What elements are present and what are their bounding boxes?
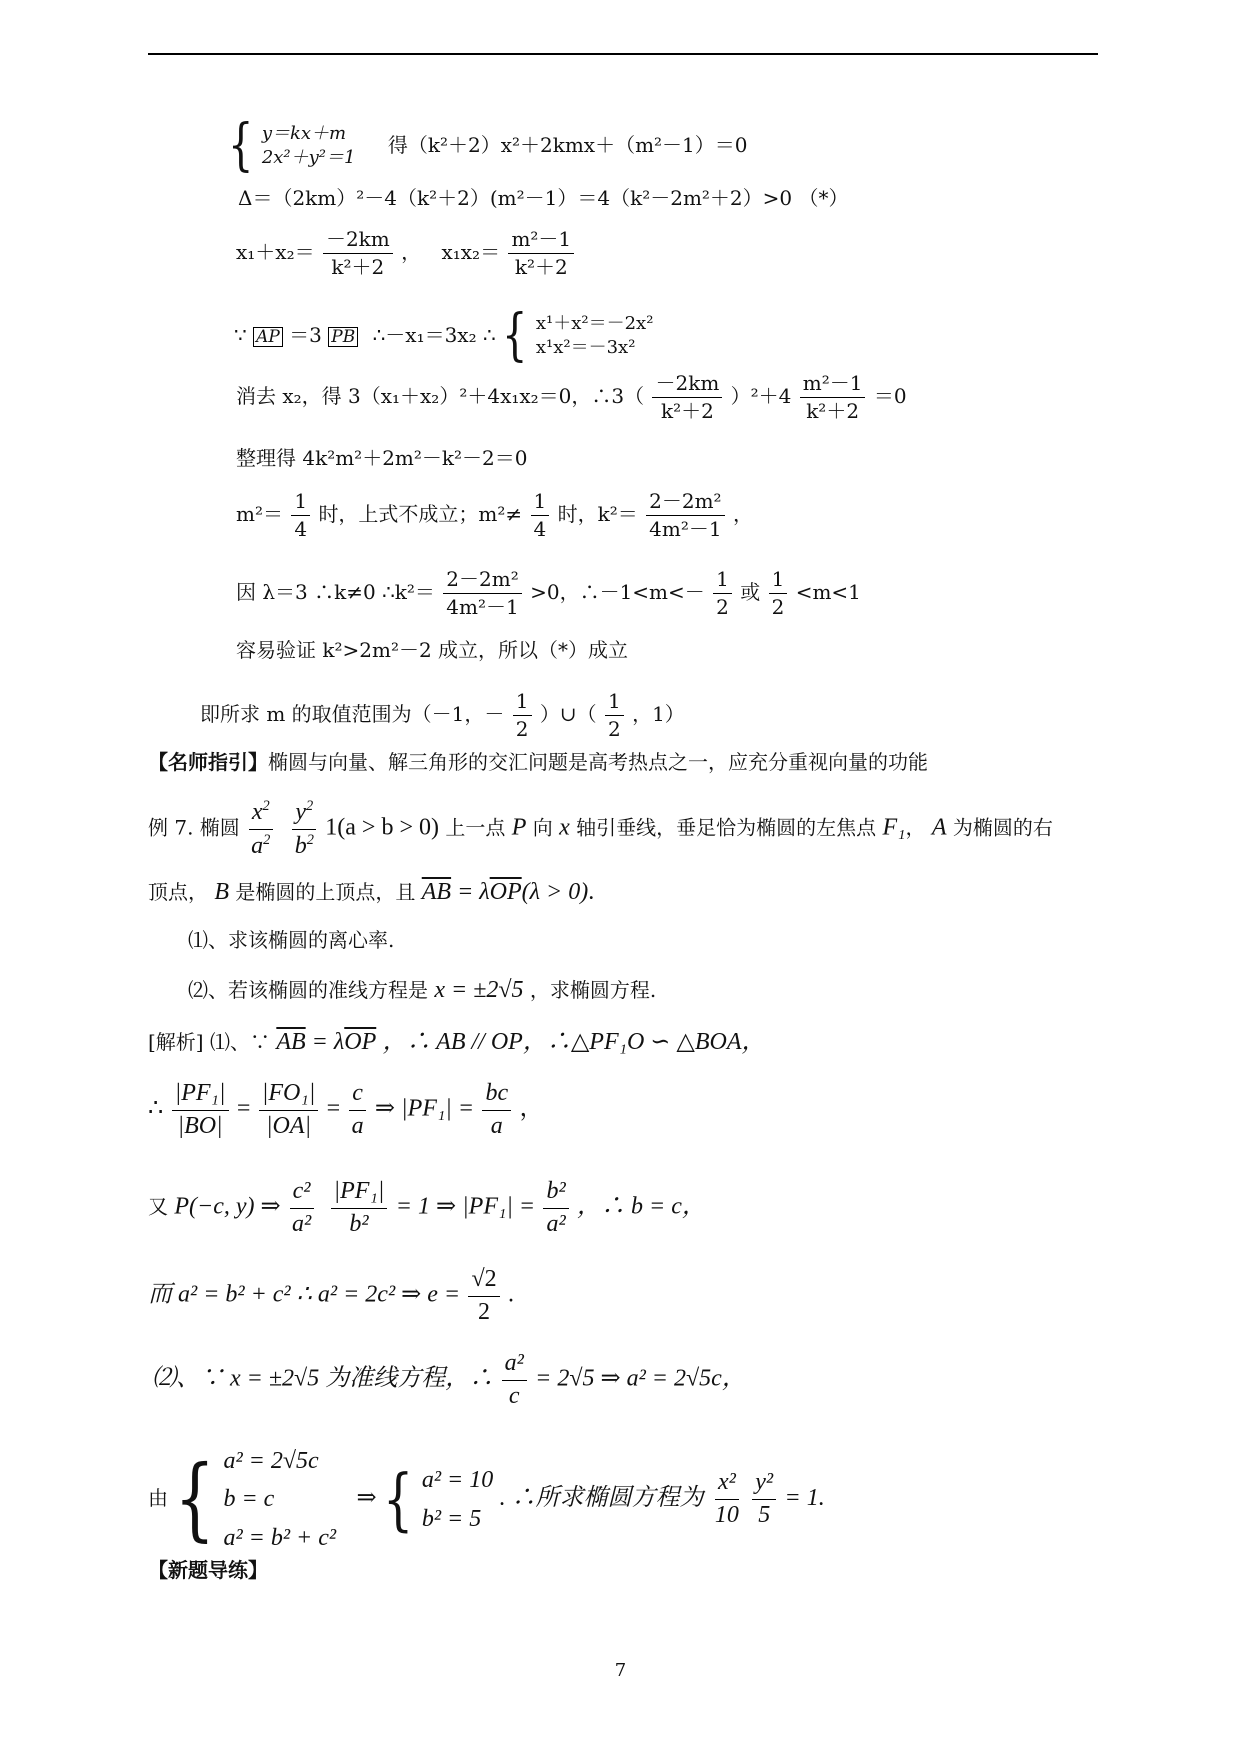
simplify-line: 整理得 4k²m²＋2m²－k²－2＝0 bbox=[236, 446, 528, 470]
lam-c: 或 bbox=[740, 580, 761, 604]
delta-line: Δ＝（2km）²－4（k²＋2）(m²－1）＝4（k²－2m²＋2）>0 （*） bbox=[238, 186, 849, 210]
ex-text-5: 为椭圆的右 bbox=[952, 815, 1053, 840]
elim-end: ＝0 bbox=[873, 384, 907, 408]
comma: ， bbox=[732, 502, 753, 526]
frac-a2: a² bbox=[291, 1210, 312, 1237]
solution-label: [解析] bbox=[148, 1030, 204, 1054]
half-den: 2 bbox=[716, 595, 729, 619]
focus-f1: F₁ bbox=[882, 814, 906, 841]
ratio-pf1: |PF₁| bbox=[172, 1080, 229, 1111]
separator: ， bbox=[401, 240, 422, 264]
elim-text: 消去 x₂，得 3（x₁＋x₂）²＋4x₁x₂＝0，∴3（ bbox=[236, 384, 645, 408]
frac-a2-den: a² bbox=[546, 1210, 566, 1237]
again-line bbox=[148, 1178, 706, 1238]
s2-a: ⑵、∵ x = ±2√5 为准线方程，∴ bbox=[152, 1365, 494, 1392]
left-brace: { bbox=[228, 114, 254, 179]
brace-3: { bbox=[174, 1447, 216, 1552]
again-a: 又 bbox=[148, 1194, 168, 1219]
tip-text: 椭圆与向量、解三角形的交汇问题是高考热点之一，应充分重视向量的功能 bbox=[268, 750, 928, 774]
period: . bbox=[588, 879, 595, 905]
frac-b2: b² bbox=[349, 1210, 369, 1237]
s1-c: ，∴ AB // OP，∴△PF₁O ∽ △BOA， bbox=[382, 1029, 766, 1055]
s2-b: = 2√5 ⇒ a² = 2√5c， bbox=[535, 1365, 746, 1392]
quarter-den-2: 4 bbox=[533, 517, 547, 541]
q2-directrix: x = ±2√5 bbox=[434, 977, 524, 1003]
from-label: 由 bbox=[148, 1486, 168, 1511]
sum-num: －2km bbox=[323, 228, 393, 254]
system-line bbox=[228, 114, 748, 179]
question-2 bbox=[188, 978, 656, 1002]
verify-line: 容易验证 k²>2m²－2 成立，所以（*）成立 bbox=[236, 638, 629, 662]
lam-a: 因 λ＝3 ∴k≠0 ∴k²＝ bbox=[236, 580, 435, 604]
part2-line bbox=[152, 1350, 746, 1410]
system2-eq-2: x¹x²＝－3x² bbox=[535, 337, 636, 359]
range-c: ，1） bbox=[632, 702, 685, 726]
again-c: ，∴ b = c， bbox=[577, 1193, 706, 1220]
two: 2 bbox=[478, 1298, 491, 1325]
q2-a: ⑵、若该椭圆的准线方程是 bbox=[188, 978, 428, 1002]
vieta-line bbox=[236, 228, 576, 279]
imp1: ⇒ |PF₁| = bbox=[374, 1095, 475, 1122]
final-ten: 10 bbox=[714, 1502, 739, 1529]
eccentricity-line: 而 a² = b² + c² ∴ a² = 2c² ⇒ e = $\frac{√2}{2}$ . bbox=[148, 1266, 514, 1325]
half-num-2: 1 bbox=[769, 568, 788, 594]
x-axis-var: x bbox=[559, 814, 570, 841]
therefore-x: ∴－x₁＝3x₂ ∴ bbox=[372, 322, 496, 347]
k2-den: 4m²－1 bbox=[649, 517, 722, 541]
ex-line2-a: 顶点， bbox=[148, 880, 208, 904]
ratio-line: ∴ $\frac{\text{|PF₁|}}{|BO|}$ = $\frac{\text{|FO₁|}}{|OA|}$ = $\frac{c}{a}$ ⇒ |PF₁| = $\frac{bc}{a}$ ， bbox=[148, 1080, 544, 1139]
m-squared-line bbox=[236, 490, 753, 541]
elim-num2: m²－1 bbox=[800, 372, 866, 398]
prod-num: m²－1 bbox=[508, 228, 574, 254]
final-system-line bbox=[148, 1442, 825, 1557]
m2-b: 时，上式不成立；m²≠ bbox=[318, 502, 523, 526]
elim-den1: k²＋2 bbox=[660, 399, 714, 423]
implies: ⇒ bbox=[356, 1485, 377, 1512]
quarter-num-2: 1 bbox=[531, 490, 550, 516]
ratio-fo1: |FO₁| bbox=[259, 1080, 319, 1111]
k2-den-2: 4m²－1 bbox=[446, 595, 519, 619]
vector-relation-line bbox=[234, 304, 654, 369]
lam-d: <m<1 bbox=[795, 580, 861, 604]
s1-b: = λ bbox=[305, 1029, 345, 1055]
half-den-4: 2 bbox=[607, 717, 621, 741]
elimination-line bbox=[236, 372, 907, 423]
system2-eq-1: x¹＋x²＝－2x² bbox=[535, 313, 654, 334]
quarter-den: 4 bbox=[294, 517, 308, 541]
sysB-1: a² = 10 bbox=[421, 1467, 494, 1494]
vector-ap: AP bbox=[253, 327, 283, 348]
point-b: B bbox=[214, 879, 230, 905]
sysA-1: a² = 2√5c bbox=[223, 1448, 319, 1474]
header-rule bbox=[148, 53, 1098, 55]
s1-vector-ab: $\overline{AB}$ bbox=[276, 1029, 306, 1055]
system-eq-2: 2x²＋y²＝1 bbox=[261, 147, 356, 169]
ellipse-condition: 1(a > b > 0) bbox=[325, 814, 439, 841]
solution-line-1 bbox=[148, 1030, 766, 1054]
half-den-3: 2 bbox=[515, 717, 529, 741]
quarter-num: 1 bbox=[291, 490, 310, 516]
tip-label: 【名师指引】 bbox=[148, 750, 268, 774]
left-brace-2: { bbox=[502, 304, 528, 369]
half-den-2: 2 bbox=[771, 595, 785, 619]
sum-lhs: x₁＋x₂＝ bbox=[236, 240, 315, 264]
thus-a: 而 a² = b² + c² ∴ a² = 2c² ⇒ e = bbox=[148, 1281, 461, 1308]
vector-ab: $\overline{AB}$ bbox=[421, 879, 452, 905]
range-b: ）∪（ bbox=[539, 702, 597, 726]
again-b: = 1 ⇒ |PF₁| = bbox=[395, 1193, 536, 1220]
eq-lambda: = λ bbox=[451, 879, 490, 905]
frac-c2: c² bbox=[290, 1178, 314, 1209]
ex-text-3: 轴引垂线，垂足恰为椭圆的左焦点 bbox=[576, 815, 877, 840]
ex-text-2: 向 bbox=[532, 815, 553, 840]
comma-1: ， bbox=[519, 1095, 544, 1122]
teacher-tip bbox=[148, 752, 928, 772]
k2-num-2: 2－2m² bbox=[443, 568, 521, 594]
prod-lhs: x₁x₂＝ bbox=[441, 240, 501, 264]
final-b: = 1. bbox=[784, 1485, 825, 1512]
point-p: P bbox=[511, 814, 527, 841]
because-symbol: ∵ bbox=[234, 322, 247, 347]
again-point: P(−c, y) ⇒ bbox=[174, 1193, 281, 1220]
prod-den: k²＋2 bbox=[514, 255, 568, 279]
sqrt2: √2 bbox=[468, 1266, 499, 1297]
example-label: 例 7. 椭圆 bbox=[148, 815, 240, 840]
vector-pb: PB bbox=[328, 327, 358, 348]
sysB-2: b² = 5 bbox=[421, 1505, 482, 1532]
point-a: A bbox=[931, 814, 947, 841]
sysA-3: a² = b² + c² bbox=[223, 1524, 337, 1551]
new-section-heading: 【新题导练】 bbox=[148, 1558, 268, 1582]
ratio-c: c bbox=[349, 1080, 366, 1111]
frac-b2-num: b² bbox=[543, 1178, 568, 1209]
lam-b: >0，∴－1<m<－ bbox=[530, 580, 705, 604]
ratio-bo: |BO| bbox=[177, 1112, 223, 1139]
therefore-symbol: ∴ bbox=[148, 1095, 164, 1122]
example-line-2 bbox=[148, 880, 594, 904]
k2-num: 2－2m² bbox=[646, 490, 724, 516]
final-five: 5 bbox=[758, 1502, 771, 1529]
s2-a2: a² bbox=[502, 1350, 527, 1381]
lambda-condition: (λ > 0) bbox=[521, 879, 589, 905]
final-x2: x² bbox=[715, 1469, 739, 1500]
m2-c: 时，k²＝ bbox=[557, 502, 638, 526]
elim-mid: ）²＋4 bbox=[730, 384, 792, 408]
elim-num1: －2km bbox=[652, 372, 722, 398]
equals-three: ＝3 bbox=[289, 322, 322, 347]
vector-op: $\overline{OP}$ bbox=[489, 879, 522, 905]
elim-den2: k²＋2 bbox=[806, 399, 860, 423]
frac-pf1: |PF₁| bbox=[331, 1178, 388, 1209]
range-a: 即所求 m 的取值范围为（－1，－ bbox=[200, 702, 505, 726]
brace-4: { bbox=[382, 1460, 414, 1539]
range-line bbox=[200, 690, 685, 741]
page-number: 7 bbox=[614, 1660, 627, 1681]
ratio-a: a bbox=[351, 1112, 364, 1139]
system-eq-1: y＝kx＋m bbox=[261, 123, 347, 144]
question-1: ⑴、求该椭圆的离心率. bbox=[188, 928, 395, 952]
half-num-3: 1 bbox=[513, 690, 532, 716]
example-line-1: 例 7. 椭圆 $\frac{x^2}{a^2}$ $\frac{y^2}{b^2}$ 1(a > b > 0) 上一点 P 向 x 轴引垂线，垂足恰为椭圆的左焦点 F₁， A 为椭圆的右 bbox=[148, 798, 1053, 859]
m2-a: m²＝ bbox=[236, 502, 283, 526]
ex-text-1: 上一点 bbox=[445, 815, 506, 840]
s1-vector-op: $\overline{OP}$ bbox=[344, 1029, 377, 1055]
frac-bc: bc bbox=[482, 1080, 511, 1111]
ex-text-4: ， bbox=[905, 815, 926, 840]
q2-b: ，求椭圆方程. bbox=[529, 978, 657, 1002]
frac-a: a bbox=[490, 1112, 503, 1139]
final-y2: y² bbox=[752, 1469, 776, 1500]
s2-c: c bbox=[508, 1382, 520, 1409]
lambda-line bbox=[236, 568, 861, 619]
ex-line2-b: 是椭圆的上顶点，且 bbox=[235, 880, 416, 904]
sysA-2: b = c bbox=[223, 1486, 275, 1513]
system-result: 得（k²＋2）x²＋2kmx＋（m²－1）＝0 bbox=[387, 132, 748, 157]
s1-a: ⑴、∵ bbox=[209, 1030, 270, 1054]
half-num: 1 bbox=[713, 568, 732, 594]
ratio-oa: |OA| bbox=[265, 1112, 312, 1139]
final-a: . ∴所求椭圆方程为 bbox=[499, 1485, 704, 1512]
half-num-4: 1 bbox=[605, 690, 624, 716]
sum-den: k²＋2 bbox=[331, 255, 385, 279]
